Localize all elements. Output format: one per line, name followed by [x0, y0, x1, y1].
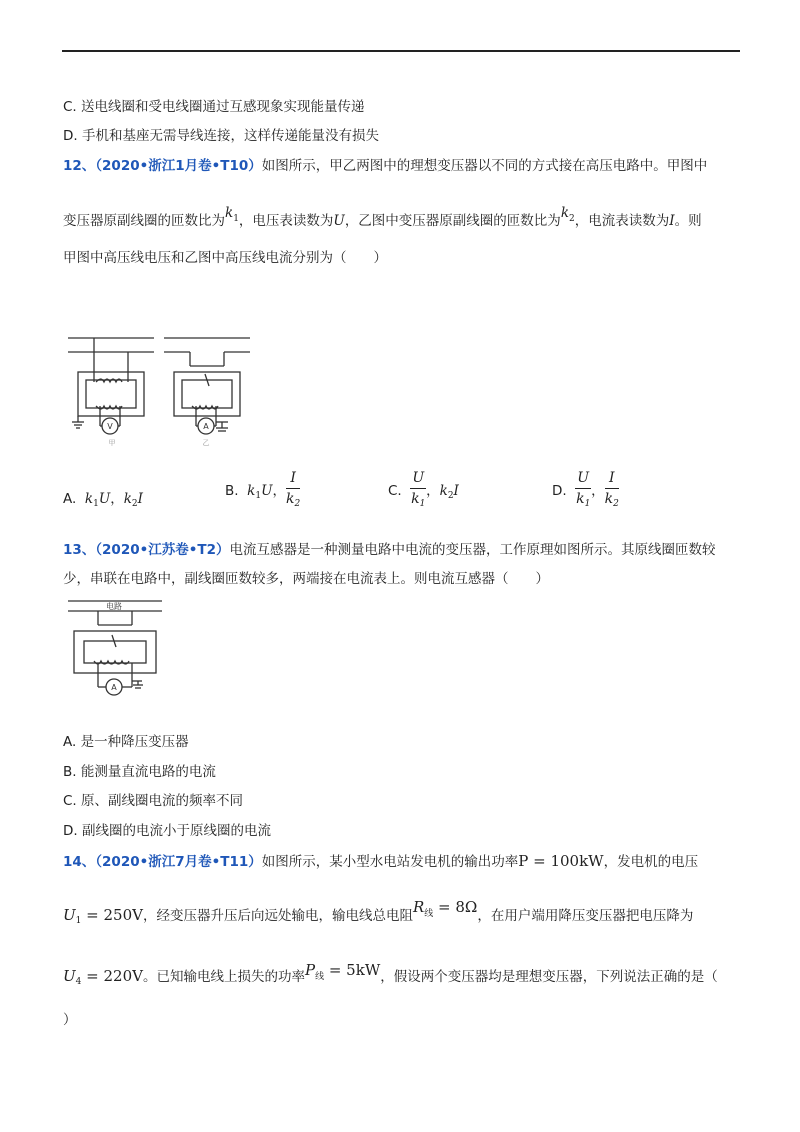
q13-heading: 13、（2020•江苏卷•T2）	[63, 542, 230, 558]
q12-heading: 12、（2020•浙江1月卷•T10）	[63, 158, 262, 174]
q14-stem-line4: ）	[63, 1012, 77, 1028]
q11-option-d: D. 手机和基座无需导线连接，这样传递能量没有损失	[63, 128, 379, 144]
voltmeter-symbol: V	[107, 422, 113, 431]
q13-option-b: B. 能测量直流电路的电流	[63, 764, 216, 780]
q12-option-b: B. $k_1U$， $\frac{I}{k_2}$	[225, 470, 301, 509]
q12-stem-line3: 甲图中高压线电压和乙图中高压线电流分别为（ ）	[63, 250, 387, 266]
q12-option-d: D. $\frac{U}{k_1}$ ， $\frac{I}{k_2}$	[552, 470, 619, 509]
q13-option-a: A. 是一种降压变压器	[63, 734, 189, 750]
q12-stem-line2: 变压器原副线圈的匝数比为$k_1$，电压表读数为U，乙图中变压器原副线圈的匝数比为$k_2$，电流表读数为I。则	[63, 205, 702, 229]
q14-stem-line2: $U_1 = 250V$，经变压器升压后向远处输电，输电线总电阻$R_线 = 8\Omega$，在用户端用降压变压器把电压降为	[63, 898, 694, 926]
q14-heading: 14、（2020•浙江7月卷•T11）	[63, 854, 262, 870]
q11-option-c: C. 送电线圈和受电线圈通过互感现象实现能量传递	[63, 99, 365, 115]
q12-stem-line1: 12、（2020•浙江1月卷•T10）如图所示，甲乙两图中的理想变压器以不同的方式接在高压电路中。甲图中	[63, 158, 708, 174]
q13-stem-line2: 少，串联在电路中，副线圈匝数较多，两端接在电流表上。则电流互感器（ ）	[63, 571, 549, 587]
q12-circuit-figure	[62, 330, 262, 450]
circuit-label: 电路	[106, 602, 122, 611]
q14-stem-line3: $U_4 = 220V$。已知输电线上损失的功率$P_线 = 5kW$，假设两个变压器均是理想变压器，下列说法正确的是（	[63, 961, 718, 987]
q13-option-d: D. 副线圈的电流小于原线圈的电流	[63, 823, 271, 839]
fig-label-yi: 乙	[202, 439, 210, 447]
ammeter-symbol: A	[203, 422, 209, 431]
q14-stem-line1: 14、（2020•浙江7月卷•T11）如图所示，某小型水电站发电机的输出功率P = 100kW，发电机的电压	[63, 852, 699, 870]
ammeter-symbol: A	[111, 683, 117, 692]
q12-option-a: A. $k_1U$，$k_2I$	[63, 491, 143, 509]
q12-option-c: C. $\frac{U}{k_1}$ ，$k_2I$	[388, 470, 459, 509]
header-rule	[62, 50, 740, 52]
q13-stem-line1: 13、（2020•江苏卷•T2）电流互感器是一种测量电路中电流的变压器，工作原理如图所示。其原线圈匝数较	[63, 542, 716, 558]
fig-label-jia: 甲	[108, 439, 116, 447]
q13-option-c: C. 原、副线圈电流的频率不同	[63, 793, 244, 809]
q13-circuit-figure	[62, 595, 172, 707]
